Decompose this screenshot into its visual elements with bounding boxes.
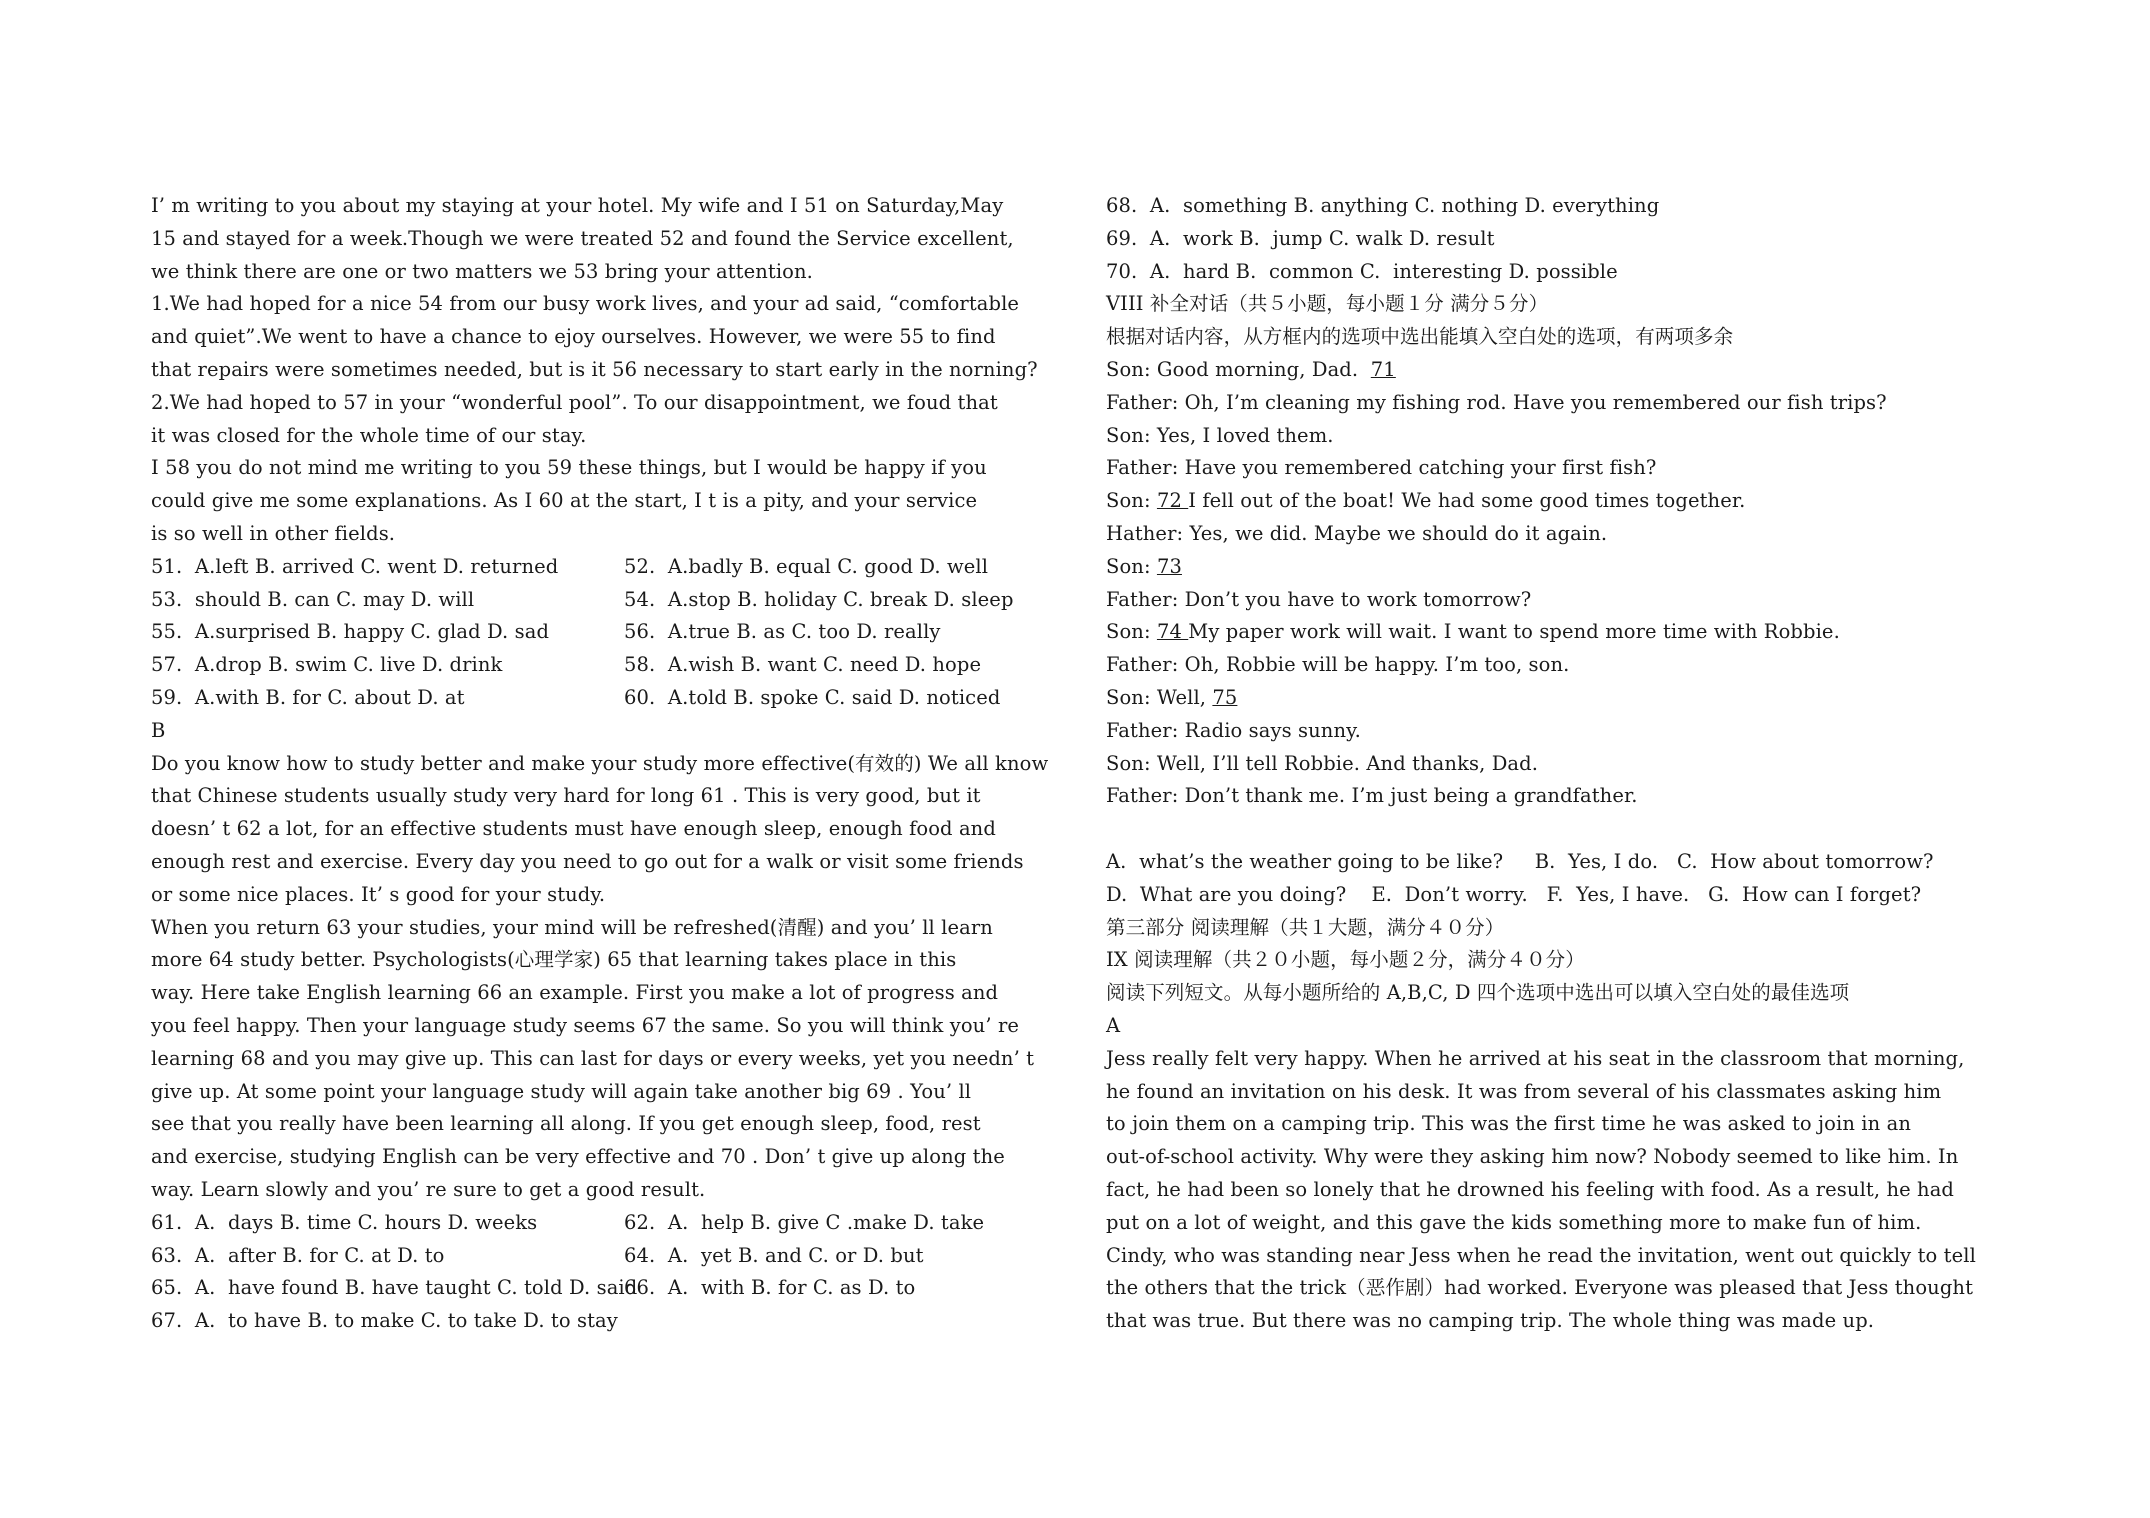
section-a-label: A bbox=[1106, 1013, 1121, 1037]
option-item: 64. A. yet B. and C. or D. but bbox=[624, 1243, 924, 1267]
dialogue-line: Father: Radio says sunny. bbox=[1106, 718, 1361, 742]
dialogue-line bbox=[1106, 551, 2056, 584]
option-item: 65. A. have found B. have taught C. told D. said bbox=[151, 1276, 638, 1300]
option-item: 55. A.surprised B. happy C. glad D. sad bbox=[151, 620, 550, 644]
dialogue-line: Father: Oh, Robbie will be happy. I’m too, son. bbox=[1106, 653, 1570, 677]
option-row bbox=[151, 584, 1101, 617]
passage-line: Do you know how to study better and make your study more effective(有效的) We all know bbox=[151, 751, 1049, 775]
dialogue-line bbox=[1106, 682, 2056, 715]
dialogue-line bbox=[1106, 616, 2056, 649]
option-item: 51. A.left B. arrived C. went D. returned bbox=[151, 554, 559, 578]
section-ix-title: IX 阅读理解（共２０小题，每小题２分，满分４０分） bbox=[1106, 948, 1585, 972]
passage-line: doesn’ t 62 a lot, for an effective students must have enough sleep, enough food and bbox=[151, 817, 996, 841]
option-item: 52. A.badly B. equal C. good D. well bbox=[624, 554, 989, 578]
passage-line: way. Here take English learning 66 an example. First you make a lot of progress and bbox=[151, 981, 999, 1005]
option-row bbox=[151, 1240, 1101, 1273]
passage-line: the others that the trick（恶作剧）had worked. Everyone was pleased that Jess thought bbox=[1106, 1276, 1974, 1300]
section-viii-instructions: 根据对话内容，从方框内的选项中选出能填入空白处的选项，有两项多余 bbox=[1106, 325, 1734, 349]
passage-line: and quiet”.We went to have a chance to ejoy ourselves. However, we were 55 to find bbox=[151, 325, 996, 349]
dialogue-line bbox=[1106, 485, 2056, 518]
option-row bbox=[151, 551, 1101, 584]
passage-line: that Chinese students usually study very hard for long 61 . This is very good, but it bbox=[151, 784, 981, 808]
passage-line: it was closed for the whole time of our stay. bbox=[151, 423, 587, 447]
option-item: 59. A.with B. for C. about D. at bbox=[151, 685, 465, 709]
option-item: 63. A. after B. for C. at D. to bbox=[151, 1243, 445, 1267]
options-51-60 bbox=[151, 551, 1101, 715]
blank-72: 72 bbox=[1156, 489, 1189, 513]
blank-73: 73 bbox=[1156, 554, 1182, 578]
option-row: 68. A. something B. anything C. nothing D. everything bbox=[1106, 194, 1660, 217]
dialogue-text: My paper work will wait. I want to spend more time with Robbie. bbox=[1188, 620, 1840, 644]
passage-line: and exercise, studying English can be very effective and 70 . Don’ t give up along the bbox=[151, 1145, 1005, 1169]
blank-spacer bbox=[1106, 813, 2056, 846]
dialogue bbox=[1106, 354, 2056, 813]
passage-line: that was true. But there was no camping trip. The whole thing was made up. bbox=[1106, 1309, 1875, 1333]
option-item: 66. A. with B. for C. as D. to bbox=[624, 1276, 916, 1300]
passage-line: that repairs were sometimes needed, but is it 56 necessary to start early in the norning? bbox=[151, 357, 1038, 381]
dialogue-text: Son: bbox=[1106, 554, 1157, 578]
passage-line: fact, he had been so lonely that he drowned his feeling with food. As a result, he had bbox=[1106, 1177, 1955, 1201]
passage-line: put on a lot of weight, and this gave the kids something more to make fun of him. bbox=[1106, 1210, 1922, 1234]
passage-line: he found an invitation on his desk. It was from several of his classmates asking him bbox=[1106, 1079, 1942, 1103]
passage-line: to join them on a camping trip. This was the first time he was asked to join in an bbox=[1106, 1112, 1911, 1136]
passage-line: When you return 63 your studies, your mind will be refreshed(清醒) and you’ ll learn bbox=[151, 915, 993, 939]
dialogue-text: Son: Good morning, Dad. bbox=[1106, 357, 1371, 381]
option-item: 53. should B. can C. may D. will bbox=[151, 587, 475, 611]
option-item: 54. A.stop B. holiday C. break D. sleep bbox=[624, 587, 1014, 611]
dialogue-text: Son: bbox=[1106, 620, 1157, 644]
dialogue-text: Son: Well, bbox=[1106, 685, 1213, 709]
option-item: 62. A. help B. give C .make D. take bbox=[624, 1210, 985, 1234]
options-68-70 bbox=[1106, 190, 2056, 288]
passage-line: Cindy, who was standing near Jess when he read the invitation, went out quickly to tell bbox=[1106, 1243, 1976, 1267]
passage-line: give up. At some point your language study will again take another big 69 . You’ ll bbox=[151, 1079, 972, 1103]
option-item: 61. A. days B. time C. hours D. weeks bbox=[151, 1210, 538, 1234]
left-column bbox=[151, 190, 1101, 1338]
section-ix-instructions: 阅读下列短文。从每小题所给的 A,B,C, D 四个选项中选出可以填入空白处的最佳选项 bbox=[1106, 981, 1850, 1005]
passage-line: Jess really felt very happy. When he arrived at his seat in the classroom that morning, bbox=[1106, 1046, 1965, 1070]
passage-line: we think there are one or two matters we 53 bring your attention. bbox=[151, 259, 813, 283]
section-viii-title: VIII 补全对话（共５小题，每小题１分 满分５分） bbox=[1106, 292, 1549, 316]
dialogue-line: Hather: Yes, we did. Maybe we should do it again. bbox=[1106, 521, 1608, 545]
passage-line: I 58 you do not mind me writing to you 59 these things, but I would be happy if you bbox=[151, 456, 987, 480]
blank-74: 74 bbox=[1156, 620, 1189, 644]
dialogue-line bbox=[1106, 354, 2056, 387]
passage-line: 1.We had hoped for a nice 54 from our busy work lives, and your ad said, “comfortable bbox=[151, 292, 1020, 316]
dialogue-text: Son: bbox=[1106, 489, 1157, 513]
option-row bbox=[151, 682, 1101, 715]
passage-line: see that you really have been learning all along. If you get enough sleep, food, rest bbox=[151, 1112, 981, 1136]
option-row bbox=[151, 1272, 1101, 1305]
passage-line: more 64 study better. Psychologists(心理学家) 65 that learning takes place in this bbox=[151, 948, 957, 972]
passage-line: you feel happy. Then your language study seems 67 the same. So you will think you’ re bbox=[151, 1013, 1020, 1037]
passage-line: learning 68 and you may give up. This can last for days or every weeks, yet you needn’ t bbox=[151, 1046, 1035, 1070]
choices-line: D. What are you doing? E. Don’t worry. F. Yes, I have. G. How can I forget? bbox=[1106, 882, 1922, 906]
blank-71: 71 bbox=[1370, 357, 1396, 381]
right-column bbox=[1106, 190, 2056, 1338]
passage-b bbox=[151, 748, 1101, 1207]
options-61-67 bbox=[151, 1207, 1101, 1338]
passage-ix-a bbox=[1106, 1043, 2056, 1338]
passage-line: enough rest and exercise. Every day you need to go out for a walk or visit some friends bbox=[151, 849, 1024, 873]
part3-title: 第三部分 阅读理解（共１大题，满分４０分） bbox=[1106, 915, 1505, 939]
passage-line: is so well in other fields. bbox=[151, 521, 396, 545]
blank-75: 75 bbox=[1212, 685, 1238, 709]
option-item: 56. A.true B. as C. too D. really bbox=[624, 620, 941, 644]
dialogue-line: Son: Well, I’ll tell Robbie. And thanks, Dad. bbox=[1106, 751, 1539, 775]
dialogue-line: Father: Don’t you have to work tomorrow? bbox=[1106, 587, 1532, 611]
option-row: 69. A. work B. jump C. walk D. result bbox=[1106, 226, 1495, 250]
option-row bbox=[151, 616, 1101, 649]
dialogue-line: Father: Don’t thank me. I’m just being a grandfather. bbox=[1106, 784, 1638, 808]
choices-line: A. what’s the weather going to be like? B. Yes, I do. C. How about tomorrow? bbox=[1106, 849, 1934, 873]
section-b-label: B bbox=[151, 718, 166, 742]
dialogue-text: I fell out of the boat! We had some good times together. bbox=[1188, 489, 1746, 513]
option-item: 58. A.wish B. want C. need D. hope bbox=[624, 653, 982, 677]
option-row: 67. A. to have B. to make C. to take D. to stay bbox=[151, 1309, 618, 1333]
passage-line: out-of-school activity. Why were they asking him now? Nobody seemed to like him. In bbox=[1106, 1145, 1959, 1169]
passage-line: could give me some explanations. As I 60 at the start, I t is a pity, and your service bbox=[151, 489, 978, 513]
option-row: 70. A. hard B. common C. interesting D. possible bbox=[1106, 259, 1618, 283]
passage-a bbox=[151, 190, 1101, 551]
option-item: 60. A.told B. spoke C. said D. noticed bbox=[624, 685, 1001, 709]
passage-line: or some nice places. It’ s good for your study. bbox=[151, 882, 606, 906]
passage-line: 2.We had hoped to 57 in your “wonderful pool”. To our disappointment, we foud that bbox=[151, 390, 998, 414]
passage-line: way. Learn slowly and you’ re sure to get a good result. bbox=[151, 1177, 706, 1201]
option-item: 57. A.drop B. swim C. live D. drink bbox=[151, 653, 503, 677]
option-row bbox=[151, 1207, 1101, 1240]
dialogue-line: Father: Have you remembered catching your first fish? bbox=[1106, 456, 1657, 480]
dialogue-line: Father: Oh, I’m cleaning my fishing rod. Have you remembered our fish trips? bbox=[1106, 390, 1887, 414]
option-row bbox=[151, 649, 1101, 682]
dialogue-line: Son: Yes, I loved them. bbox=[1106, 423, 1334, 447]
passage-line: 15 and stayed for a week.Though we were treated 52 and found the Service excellent, bbox=[151, 226, 1014, 250]
passage-line: I’ m writing to you about my staying at your hotel. My wife and I 51 on Saturday,May bbox=[151, 194, 1004, 217]
